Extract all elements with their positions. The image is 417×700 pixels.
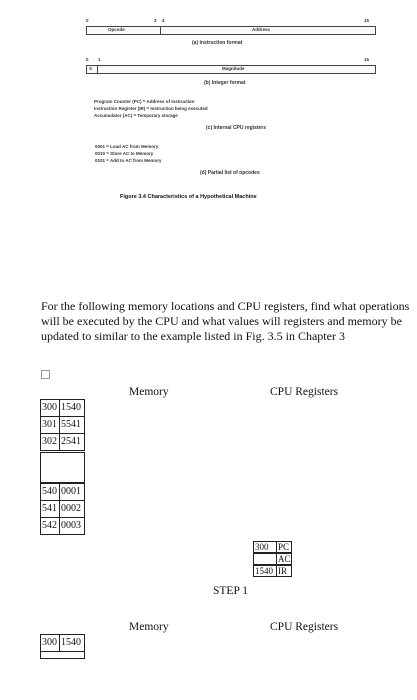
int-bit-label-1: 1 [98, 57, 101, 62]
memory-heading: Memory [129, 386, 169, 398]
int-bit-label-15: 15 [364, 57, 370, 62]
memory-value: 0002 [59, 500, 85, 518]
register-name-ir: IR [276, 565, 292, 577]
address-field: Address [252, 27, 271, 32]
register-name-pc: PC [276, 541, 292, 553]
bit-label-3: 3 [154, 18, 157, 23]
register-line-pc: Program Counter (PC) = Address of instruction [94, 99, 195, 104]
integer-divider [97, 66, 98, 73]
opcodes-caption: (d) Partial list of opcodes [200, 170, 260, 176]
task-checkbox[interactable] [41, 370, 50, 379]
memory-value: 5541 [59, 416, 85, 434]
instruction-divider [160, 27, 161, 34]
register-value-ir: 1540 [253, 565, 277, 577]
question-text: For the following memory locations and CPU registers, find what operations will be executed by the CPU and what values will registers and memory be updated to similar to the example listed in Fig. 3.5 in Chapter 3 [41, 299, 410, 343]
opcode-line-add: 0101 = Add to AC from Memory [95, 158, 162, 163]
int-bit-label-0: 0 [86, 57, 89, 62]
memory-value: 1540 [59, 634, 85, 652]
cpu-registers-heading-2: CPU Registers [270, 621, 339, 633]
memory-address: 302 [40, 433, 60, 451]
register-line-ac: Accumulator (AC) = Temporary storage [94, 113, 178, 118]
step-label: STEP 1 [213, 585, 249, 597]
figure-title: Figure 3.4 Characteristics of a Hypothetical Machine [120, 194, 257, 200]
memory-address: 541 [40, 500, 60, 518]
bit-label-15: 15 [364, 18, 370, 23]
sign-field: S [89, 66, 93, 71]
memory-value: 0001 [59, 483, 85, 501]
opcode-line-store: 0010 = Store AC to Memory [95, 151, 154, 156]
memory-continuation [40, 651, 85, 659]
register-line-ir: Instruction Register (IR) = Instruction being executed [94, 106, 208, 111]
memory-value: 1540 [59, 399, 85, 417]
magnitude-field: Magnitude [222, 66, 245, 71]
memory-address: 300 [40, 634, 60, 652]
memory-heading-2: Memory [129, 621, 169, 633]
memory-address: 300 [40, 399, 60, 417]
bit-label-0: 0 [86, 18, 89, 23]
register-name-ac: AC [278, 554, 291, 564]
memory-address: 542 [40, 517, 60, 535]
instruction-format-caption: (a) Instruction format [192, 40, 243, 46]
memory-gap [40, 452, 85, 483]
memory-value: 2541 [59, 433, 85, 451]
instruction-bar [86, 26, 376, 35]
memory-address: 540 [40, 483, 60, 501]
registers-caption: (c) Internal CPU registers [206, 125, 267, 131]
memory-value: 0003 [59, 517, 85, 535]
integer-format-caption: (b) Integer format [204, 80, 246, 86]
opcode-field: Opcode [108, 27, 125, 32]
memory-address: 301 [40, 416, 60, 434]
register-value-ac [253, 553, 277, 565]
cpu-registers-heading: CPU Registers [270, 386, 339, 398]
register-value-pc: 300 [253, 541, 277, 553]
opcode-line-load: 0001 = Load AC from Memory [95, 144, 159, 149]
bit-label-4: 4 [162, 18, 165, 23]
